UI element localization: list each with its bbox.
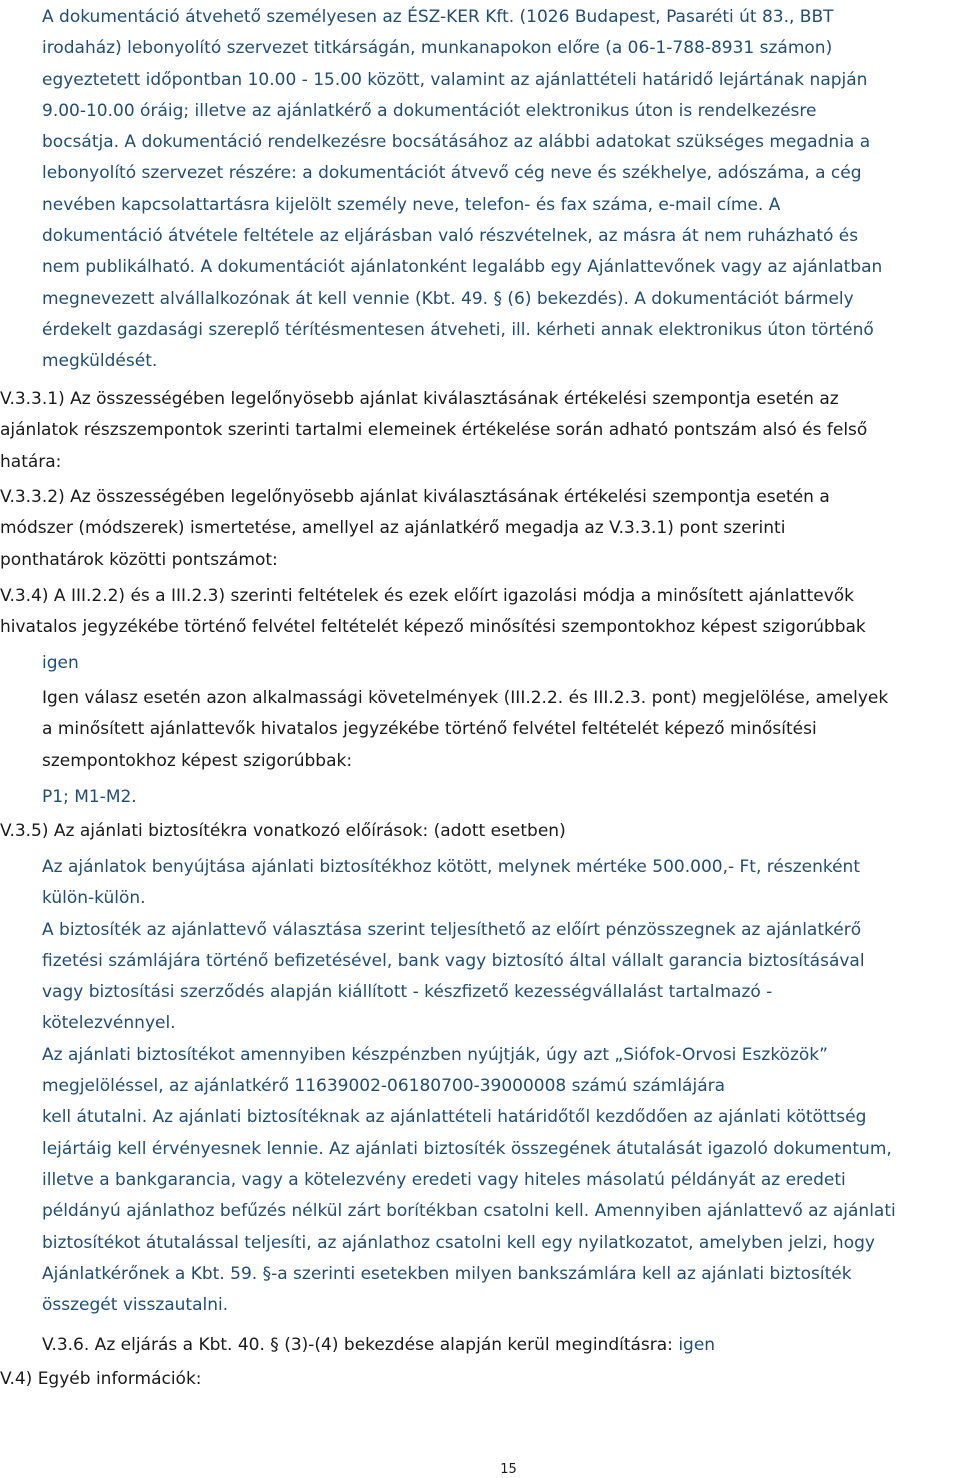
text-line: ponthatárok közötti pontszámot: xyxy=(0,549,278,570)
text-line: vagy biztosítási szerződés alapján kiállított - készfizető kezességvállalást tartalmazó - xyxy=(42,982,773,1003)
text-line: összegét visszautalni. xyxy=(42,1295,229,1316)
text-line: Igen válasz esetén azon alkalmassági követelmények (III.2.2. és III.2.3. pont) megjelölése, amelyek xyxy=(42,688,889,708)
text-line: ajánlatok részszempontok szerinti tartalmi elemeinek értékelése során adható pontszám alsó és felső xyxy=(0,420,868,441)
text-line: szempontokhoz képest szigorúbbak: xyxy=(42,750,353,771)
text-line: lejártáig kell érvényesnek lennie. Az ajánlati biztosíték összegének átutalását igazoló dokumentum, xyxy=(42,1138,892,1159)
text-line: illetve a bankgarancia, vagy a kötelezvény eredeti vagy hiteles másolatú példányát az eredeti xyxy=(42,1169,846,1190)
section-v36-label: V.3.6. Az eljárás a Kbt. 40. § (3)-(4) bekezdése alapján kerül megindításra: xyxy=(42,1335,679,1355)
v34-detail xyxy=(42,683,957,777)
text-line: kötelezvénnyel. xyxy=(42,1013,176,1034)
text-line: megküldését. xyxy=(42,351,158,372)
text-line: példányú ajánlathoz befűzés nélkül zárt borítékban csatolni kell. Amennyiben ajánlattevő az ajánlati xyxy=(42,1201,896,1222)
section-heading: V.3.5) Az ajánlati biztosítékra vonatkozó előírások: (adott esetben) xyxy=(0,821,566,841)
text-line: nevében kapcsolattartásra kijelölt személy neve, telefon- és fax száma, e-mail címe. A xyxy=(42,194,781,215)
text-line: irodaház) lebonyolító szervezet titkárságán, munkanapokon előre (a 06-1-788-8931 számon) xyxy=(42,38,833,59)
text-line: Az ajánlatok benyújtása ajánlati biztosítékhoz kötött, melynek mértéke 500.000,- Ft, részenként xyxy=(42,857,860,877)
text-line: hivatalos jegyzékébe történő felvétel feltételét képező minősítési szempontokhoz képest szigorúbbak xyxy=(0,617,866,638)
text-line: határa: xyxy=(0,451,62,472)
section-v36-line xyxy=(42,1330,957,1361)
section-v4 xyxy=(0,1364,958,1395)
text-line: Az ajánlati biztosítékot amennyiben készpénzben nyújtják, úgy azt „Siófok-Orvosi Eszközök” xyxy=(42,1044,828,1065)
text-line: érdekelt gazdasági szereplő térítésmentesen átveheti, ill. kérheti annak elektronikus úton történő xyxy=(42,319,874,340)
v34-detail-answer xyxy=(42,782,642,813)
text-line: módszer (módszerek) ismertetése, amellyel az ajánlatkérő megadja az V.3.3.1) pont szerinti xyxy=(0,518,786,539)
section-v36 xyxy=(42,1330,957,1361)
text-line: a minősített ajánlattevők hivatalos jegyzékébe történő felvétel feltételét képező minősítési xyxy=(42,719,817,740)
text-line: megjelöléssel, az ajánlatkérő 11639002-06180700-39000008 számú számlájára xyxy=(42,1076,726,1097)
text-line: bocsátja. A dokumentáció rendelkezésre bocsátásához az alábbi adatokat szükséges megadnia a xyxy=(42,132,871,153)
section-v34 xyxy=(0,581,958,644)
text-line: V.3.3.1) Az összességében legelőnyösebb ajánlat kiválasztásának értékelési szempontja esetén az xyxy=(0,389,839,409)
v34-answer xyxy=(42,648,942,679)
text-line: 9.00-10.00 óráig; illetve az ajánlatkérő a dokumentációt elektronikus úton is rendelkezésre xyxy=(42,100,817,121)
text-line: egyeztetett időpontban 10.00 - 15.00 között, valamint az ajánlattételi határidő lejártának napján xyxy=(42,69,868,90)
text-line: külön-külön. xyxy=(42,888,146,909)
text-line: dokumentáció átvétele feltétele az eljárásban való részvételnek, az másra át nem ruházható és xyxy=(42,226,859,247)
answer-text: igen xyxy=(42,653,79,673)
text-line: Ajánlatkérőnek a Kbt. 59. §-a szerinti esetekben milyen bankszámlára kell az ajánlati biztosíték xyxy=(42,1263,852,1284)
text-line: lebonyolító szervezet részére: a dokumentációt átvevő cég neve és székhelye, adószáma, a cég xyxy=(42,163,862,184)
text-line: V.3.3.2) Az összességében legelőnyösebb ajánlat kiválasztásának értékelési szempontja esetén a xyxy=(0,487,830,507)
section-v332 xyxy=(0,482,958,576)
text-line: kell átutalni. Az ajánlati biztosítéknak az ajánlattételi határidőtől kezdődően az ajánlati kötöttség xyxy=(42,1107,867,1128)
section-v35-body xyxy=(42,852,957,1321)
answer-text: P1; M1-M2. xyxy=(42,787,137,807)
section-v331 xyxy=(0,384,958,478)
text-line: V.3.4) A III.2.2) és a III.2.3) szerinti feltételek és ezek előírt igazolási módja a minősített ajánlattevők xyxy=(0,586,855,606)
section-v35-heading xyxy=(0,816,958,847)
section-v36-answer: igen xyxy=(678,1335,716,1355)
text-line: A dokumentáció átvehető személyesen az ÉSZ-KER Kft. (1026 Budapest, Pasaréti út 83., BBT xyxy=(42,7,834,27)
section-heading: V.4) Egyéb információk: xyxy=(0,1369,202,1389)
text-line: megnevezett alvállalkozónak át kell vennie (Kbt. 49. § (6) bekezdés). A dokumentációt bármely xyxy=(42,288,854,309)
page-number: 15 xyxy=(500,1462,517,1477)
document-availability-paragraph xyxy=(42,2,957,378)
text-line: nem publikálható. A dokumentációt ajánlatonként legalább egy Ajánlattevőnek vagy az ajánlatban xyxy=(42,257,883,278)
text-line: A biztosíték az ajánlattevő választása szerint teljesíthető az előírt pénzösszegnek az ajánlatkérő xyxy=(42,919,862,940)
text-line: biztosítékot átutalással teljesíti, az ajánlathoz csatolni kell egy nyilatkozatot, amelyben jelzi, hogy xyxy=(42,1232,875,1253)
text-line: fizetési számlájára történő befizetésével, bank vagy biztosító által vállalt garancia biztosításával xyxy=(42,950,865,971)
